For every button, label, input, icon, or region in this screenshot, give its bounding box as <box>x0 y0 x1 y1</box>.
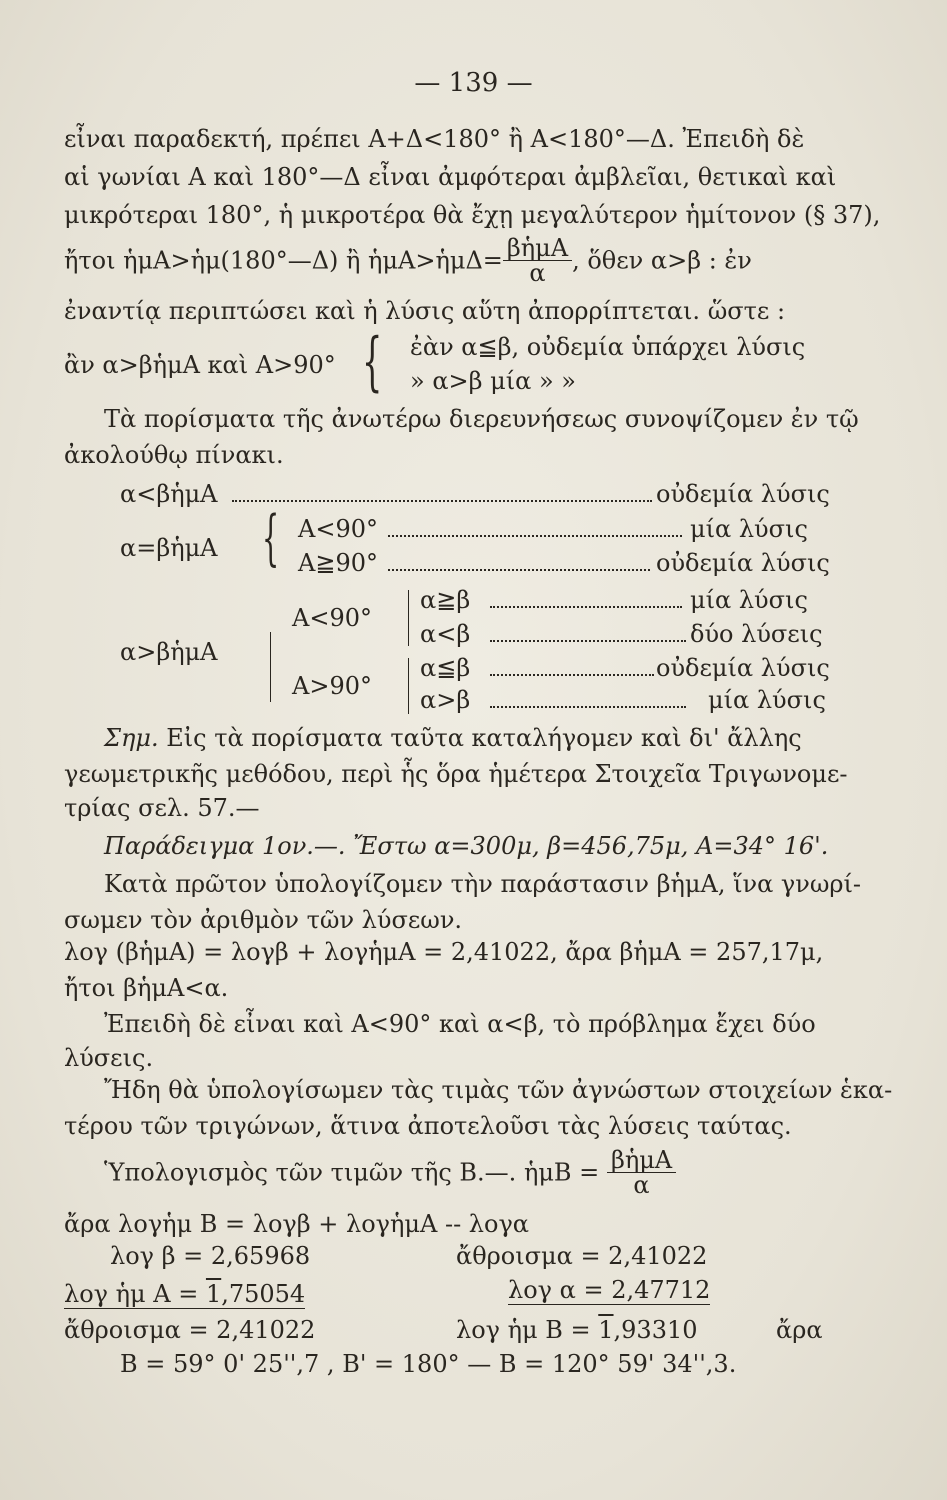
bracket-line <box>270 632 271 702</box>
table-cell: α<βἡμΑ <box>120 480 218 508</box>
example-label: Παράδειγμα 1ον. <box>104 832 314 860</box>
case-lead: ἂν α>βἡμΑ καὶ Α>90° <box>64 351 336 379</box>
fraction-denominator: α <box>529 259 546 287</box>
calc-heading <box>104 1148 676 1208</box>
text-segment: Ὑπολογισμὸς τῶν τιμῶν τῆς Β.—. ἡμΒ = <box>104 1158 600 1187</box>
table-cell: Α≧90° <box>298 549 378 577</box>
dot-leader <box>490 674 654 676</box>
fraction <box>503 236 572 285</box>
text-line: λύσεις. <box>64 1044 154 1072</box>
brace: { <box>362 325 383 399</box>
text-line: ἄρα λογἡμ Β = λογβ + λογἡμΑ -- λογα <box>64 1210 530 1238</box>
calc-right: ἄθροισμα = 2,41022 <box>456 1242 708 1270</box>
text-line: ἀκολούθῳ πίνακι. <box>64 441 284 469</box>
case-line: » α>β μία » » <box>410 367 576 395</box>
table-cell: Α>90° <box>292 672 372 700</box>
text-segment: ἤτοι ἡμΑ>ἡμ(180°—Δ) ἢ ἡμΑ>ἡμΔ= <box>64 246 503 275</box>
table-cell: μία λύσις <box>690 586 808 614</box>
text-line: Κατὰ πρῶτον ὑπολογίζομεν τὴν παράστασιν βἡμΑ, ἵνα γνωρί- <box>104 870 862 898</box>
case-line: ἐὰν α≦β, οὐδεμία ὑπάρχει λύσις <box>410 333 806 361</box>
bar-digit: 1 <box>205 1280 222 1308</box>
example-heading <box>104 832 828 860</box>
text-line: Β = 59° 0' 25'',7 , Β' = 180° — Β = 120° 59' 34'',3. <box>120 1350 737 1378</box>
calc-right <box>508 1276 710 1304</box>
bracket-line <box>408 658 419 714</box>
text-line: Ἤδη θὰ ὑπολογίσωμεν τὰς τιμὰς τῶν ἀγνώστων στοιχείων ἑκα- <box>104 1076 893 1104</box>
table-cell: οὐδεμία λύσις <box>656 480 830 508</box>
text-line: Τὰ πορίσματα τῆς ἀνωτέρω διερευνήσεως συνοψίζομεν ἐν τῷ <box>104 405 859 433</box>
fraction-numerator: βἡμΑ <box>607 1148 676 1173</box>
text-line: λογ (βἡμΑ) = λογβ + λογἡμΑ = 2,41022, ἄρα βἡμΑ = 257,17μ, <box>64 938 824 966</box>
table-cell: δύο λύσεις <box>690 620 823 648</box>
text-segment: ,75054 <box>221 1280 306 1308</box>
underlined-value: λογ α = 2,47712 <box>508 1276 711 1304</box>
text-line-fraction <box>64 236 752 296</box>
text-segment: ,93310 <box>613 1316 698 1344</box>
text-segment: —. Ἔστω α=300μ, β=456,75μ, Α=34° 16'. <box>313 832 829 860</box>
text-line: γεωμετρικῆς μεθόδου, περὶ ἧς ὅρα ἡμέτερα Στοιχεῖα Τριγωνομε- <box>64 760 848 788</box>
fraction <box>607 1148 676 1197</box>
table-cell: α=βἡμΑ <box>120 534 218 562</box>
text-line: αἱ γωνίαι Α καὶ 180°—Δ εἶναι ἀμφότεραι ἀμβλεῖαι, θετικαὶ καὶ <box>64 163 837 191</box>
text-segment: λογ ἡμ Β = <box>456 1316 599 1344</box>
text-line: τέρου τῶν τριγώνων, ἅτινα ἀποτελοῦσι τὰς λύσεις ταύτας. <box>64 1112 792 1140</box>
text-segment: , ὅθεν α>β : ἐν <box>572 246 752 275</box>
dot-leader <box>490 640 686 642</box>
bracket-line <box>408 590 419 646</box>
text-line: ἤτοι βἡμΑ<α. <box>64 974 229 1002</box>
page-number: — 139 — <box>414 68 533 98</box>
dot-leader <box>388 569 650 571</box>
text-line: ἐναντίᾳ περιπτώσει καὶ ἡ λύσις αὕτη ἀπορρίπτεται. ὥστε : <box>64 297 786 325</box>
table-cell: Α<90° <box>298 515 378 543</box>
fraction-denominator: α <box>633 1171 650 1199</box>
table-cell: Α<90° <box>292 604 372 632</box>
table-cell: α<β <box>420 620 471 648</box>
table-cell: α>β <box>420 686 471 714</box>
table-cell: μία λύσις <box>690 515 808 543</box>
table-cell: οὐδεμία λύσις <box>656 654 830 682</box>
dot-leader <box>388 535 682 537</box>
text-line: μικρότεραι 180°, ἡ μικροτέρα θὰ ἔχῃ μεγαλύτερον ἡμίτονον (§ 37), <box>64 201 881 229</box>
dot-leader <box>490 706 686 708</box>
table-cell: α≧β <box>420 586 471 614</box>
text-segment: Εἰς τὰ πορίσματα ταῦτα καταλήγομεν καὶ δι' ἄλλης <box>158 724 802 752</box>
text-line: σωμεν τὸν ἀριθμὸν τῶν λύσεων. <box>64 906 463 934</box>
text-line: Ἐπειδὴ δὲ εἶναι καὶ Α<90° καὶ α<β, τὸ πρόβλημα ἔχει δύο <box>104 1010 816 1038</box>
brace: { <box>262 503 280 573</box>
text-segment: ἄρα <box>776 1316 823 1344</box>
calc-left <box>64 1280 305 1308</box>
note-label: Σημ. <box>104 724 159 752</box>
calc-left: λογ β = 2,65968 <box>110 1242 311 1270</box>
calc-right <box>456 1316 698 1344</box>
note-line <box>104 724 802 752</box>
fraction-numerator: βἡμΑ <box>503 236 572 261</box>
text-line: εἶναι παραδεκτή, πρέπει Α+Δ<180° ἢ Α<180°—Δ. Ἐπειδὴ δὲ <box>64 125 805 153</box>
table-cell: α>βἡμΑ <box>120 638 218 666</box>
table-cell: μία λύσις <box>708 686 826 714</box>
underlined-value <box>64 1280 305 1309</box>
dot-leader <box>232 500 652 502</box>
text-segment: λογ ἡμ Α = <box>64 1280 206 1308</box>
text-line: τρίας σελ. 57.— <box>64 794 260 822</box>
calc-left: ἄθροισμα = 2,41022 <box>64 1316 316 1344</box>
bar-digit: 1 <box>598 1316 614 1344</box>
table-cell: α≦β <box>420 654 471 682</box>
dot-leader <box>490 606 682 608</box>
table-cell: οὐδεμία λύσις <box>656 549 830 577</box>
